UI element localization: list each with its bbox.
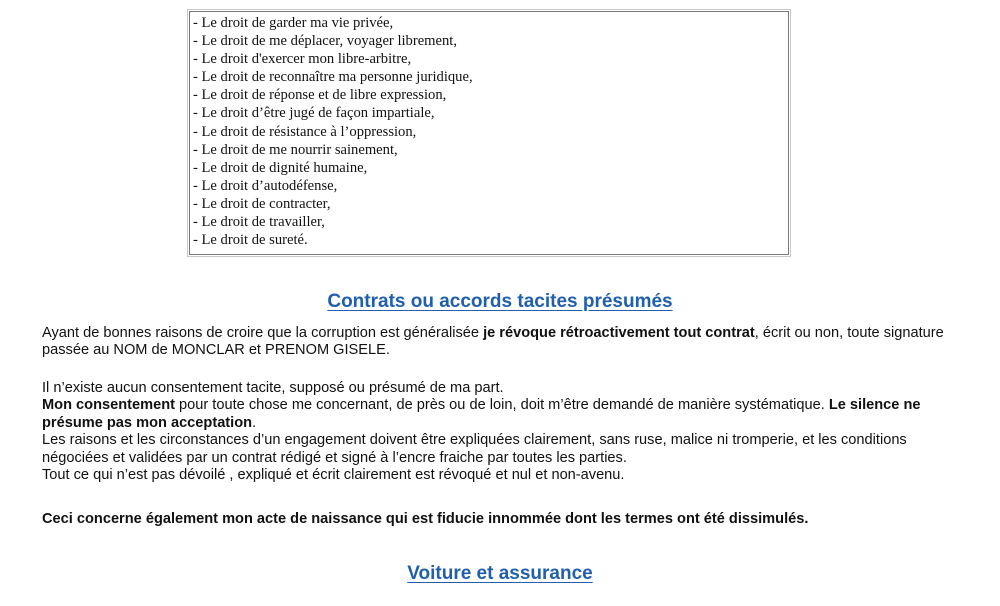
right-item: - Le droit de résistance à l’oppression, (193, 123, 417, 140)
right-item: - Le droit de contracter, (193, 195, 331, 212)
right-item: - Le droit de me nourrir sainement, (193, 141, 398, 158)
right-item: - Le droit de travailler, (193, 214, 325, 231)
right-item: - Le droit d’être jugé de façon impartiale, (193, 105, 435, 122)
paragraph-text: . (252, 414, 257, 431)
bold-text: Le silence ne présume pas mon acceptation (42, 397, 921, 431)
right-item: - Le droit de garder ma vie privée, (193, 15, 394, 31)
paragraph-text: , écrit ou non, toute signature passée au NOM de MONCLAR et PRENOM GISELE. (42, 325, 944, 359)
paragraph-text: Ayant de bonnes raisons de croire que la corruption est généralisée (42, 325, 484, 341)
section-title-contracts: Contrats ou accords tacites présumés (327, 291, 673, 312)
paragraph-birth-certificate (42, 511, 972, 528)
right-item: - Le droit de réponse et de libre expression, (193, 87, 447, 104)
paragraph-line: Il n’existe aucun consentement tacite, supposé ou présumé de ma part. (42, 380, 504, 396)
paragraph-text: pour toute chose me concernant, de près ou de loin, doit m’être demandé de manière systématique. (174, 397, 829, 414)
rights-list-box (189, 11, 789, 255)
paragraph-revocation (42, 325, 972, 360)
right-item: - Le droit de me déplacer, voyager librement, (193, 33, 458, 50)
bold-text: Mon consentement (42, 397, 175, 414)
paragraph-line (42, 397, 972, 432)
paragraph-line: Tout ce qui n’est pas dévoilé , expliqué et écrit clairement est révoqué et nul et non-avenu. (42, 467, 625, 484)
section-title-car-insurance: Voiture et assurance (407, 563, 593, 584)
right-item: - Le droit de reconnaître ma personne juridique, (193, 69, 473, 86)
right-item: - Le droit de sureté. (193, 232, 308, 249)
paragraph-consent (42, 380, 972, 484)
right-item: - Le droit d'exercer mon libre-arbitre, (193, 51, 412, 68)
paragraph-line: Les raisons et les circonstances d’un engagement doivent être expliquées clairement, sans ruse, malice ni tromperie, et les conditions négociées et validées par un contrat rédigé et signé à l’encre fraiche par toutes les parties. (42, 432, 907, 466)
bold-text: Ceci concerne également mon acte de naissance qui est fiducie innommée dont les termes ont été dissimulés. (42, 511, 809, 527)
right-item: - Le droit d’autodéfense, (193, 177, 338, 194)
right-item: - Le droit de dignité humaine, (193, 159, 368, 176)
bold-text: je révoque rétroactivement tout contrat (483, 325, 755, 341)
